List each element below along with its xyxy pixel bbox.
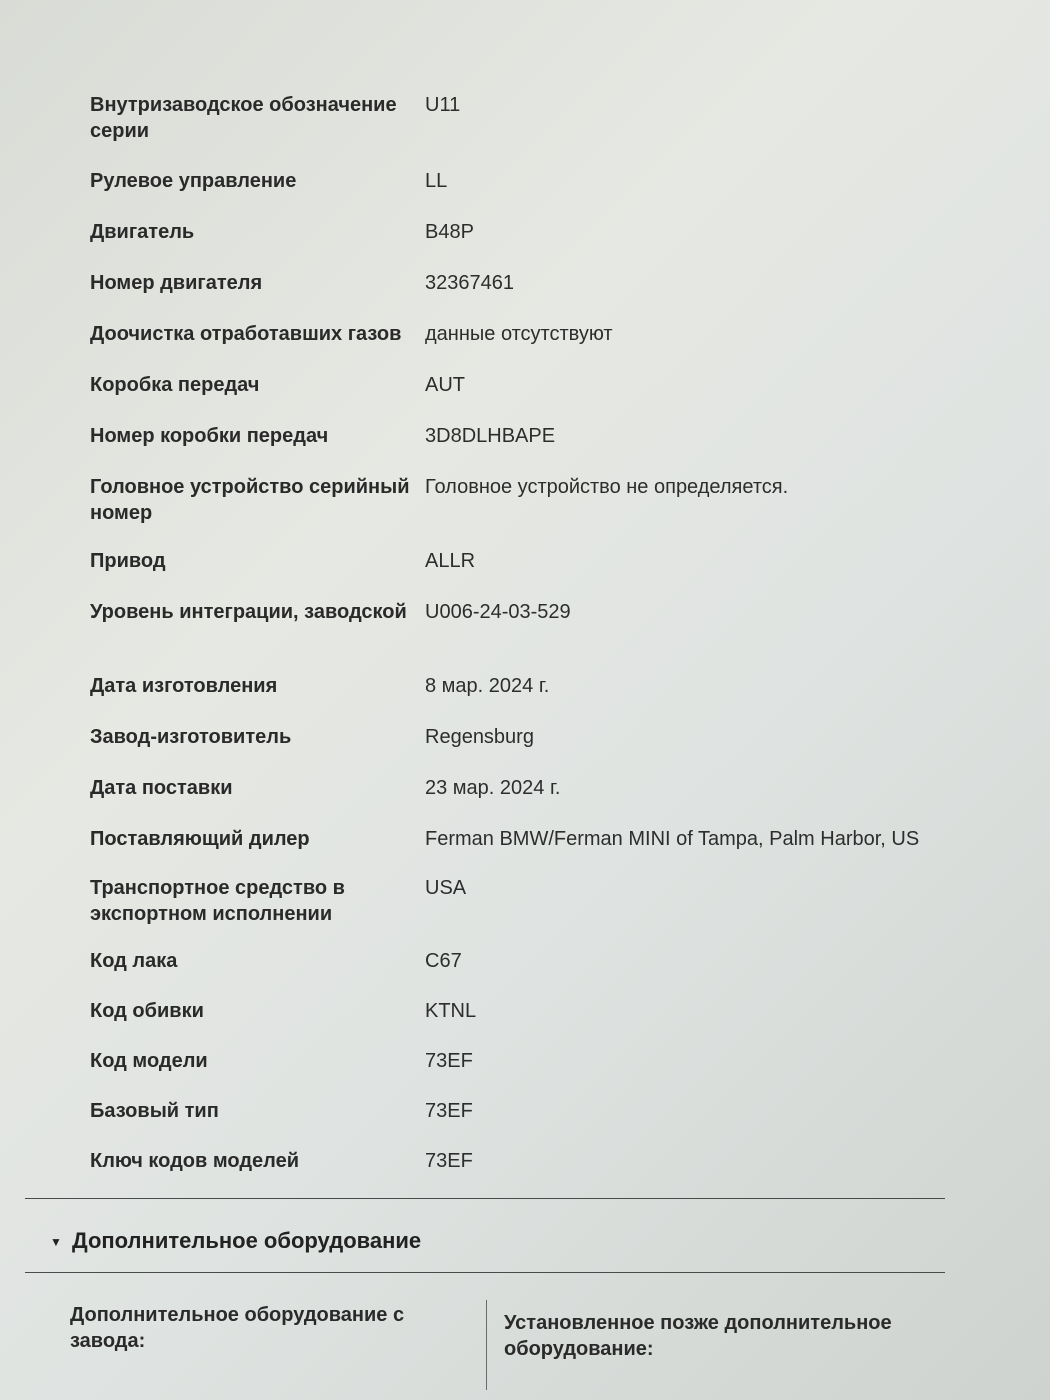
info-label: Привод bbox=[90, 550, 166, 572]
info-value: USA bbox=[425, 877, 467, 899]
additional-equipment-toggle[interactable] bbox=[50, 1228, 421, 1254]
retrofit-equipment-title: Установленное позже дополнительное оборудование: bbox=[504, 1312, 892, 1360]
info-label: Код лака bbox=[90, 950, 178, 972]
info-value: 32367461 bbox=[425, 272, 514, 294]
info-value: U006-24-03-529 bbox=[425, 601, 571, 623]
info-value: данные отсутствуют bbox=[425, 323, 613, 345]
info-value: ALLR bbox=[425, 550, 476, 572]
info-label: Дата поставки bbox=[90, 777, 233, 799]
info-label: Коробка передач bbox=[90, 374, 260, 396]
info-value: 73EF bbox=[425, 1050, 473, 1072]
info-value: 73EF bbox=[425, 1100, 473, 1122]
section-title: Дополнительное оборудование bbox=[72, 1228, 422, 1253]
info-label: Внутризаводское обозначение серии bbox=[90, 94, 397, 142]
info-label: Номер коробки передач bbox=[90, 425, 329, 447]
section-divider bbox=[25, 1272, 945, 1273]
info-label: Головное устройство серийный номер bbox=[90, 476, 410, 524]
info-value: C67 bbox=[425, 950, 462, 972]
info-label: Дата изготовления bbox=[90, 675, 278, 697]
factory-equipment-title: Дополнительное оборудование с завода: bbox=[70, 1304, 405, 1352]
info-value: 8 мар. 2024 г. bbox=[425, 675, 550, 697]
info-label: Ключ кодов моделей bbox=[90, 1150, 300, 1172]
info-value: AUT bbox=[425, 374, 465, 396]
info-value: KTNL bbox=[425, 1000, 477, 1022]
info-value: 23 мар. 2024 г. bbox=[425, 777, 561, 799]
info-label: Уровень интеграции, заводской bbox=[90, 601, 407, 623]
caret-down-icon: ▼ bbox=[50, 1235, 62, 1250]
info-value: LL bbox=[425, 170, 448, 192]
info-label: Доочистка отработавших газов bbox=[90, 323, 402, 345]
info-value: 3D8DLHBAPE bbox=[425, 425, 556, 447]
info-label: Транспортное средство в экспортном исполнении bbox=[90, 877, 345, 925]
info-value: Головное устройство не определяется. bbox=[425, 476, 789, 498]
column-separator bbox=[486, 1300, 487, 1390]
info-value: B48P bbox=[425, 221, 474, 243]
info-label: Код обивки bbox=[90, 1000, 204, 1022]
info-value: Ferman BMW/Ferman MINI of Tampa, Palm Harbor, US bbox=[425, 828, 920, 850]
info-label: Двигатель bbox=[90, 221, 195, 243]
info-label: Номер двигателя bbox=[90, 272, 263, 294]
info-value: U11 bbox=[425, 94, 461, 116]
info-label: Код модели bbox=[90, 1050, 208, 1072]
info-label: Поставляющий дилер bbox=[90, 828, 310, 850]
info-value: 73EF bbox=[425, 1150, 473, 1172]
info-label: Базовый тип bbox=[90, 1100, 219, 1122]
info-label: Завод-изготовитель bbox=[90, 726, 292, 748]
info-label: Рулевое управление bbox=[90, 170, 297, 192]
section-divider bbox=[25, 1198, 945, 1199]
info-value: Regensburg bbox=[425, 726, 534, 748]
